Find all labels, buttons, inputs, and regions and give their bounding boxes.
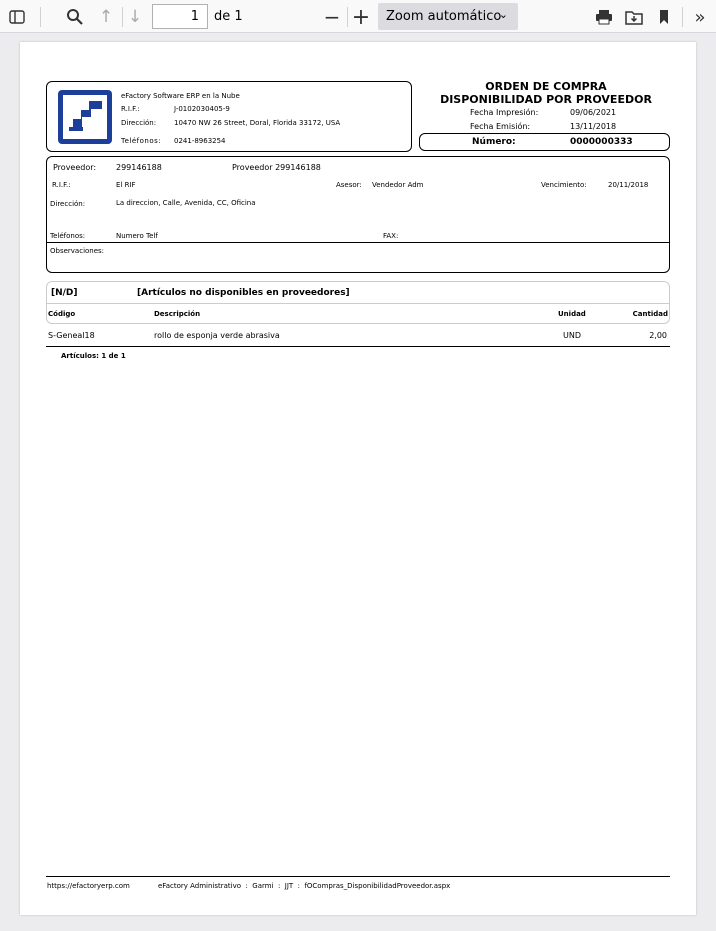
company-phone: 0241-8963254 xyxy=(174,137,226,145)
sidebar-toggle-icon[interactable] xyxy=(5,5,29,29)
divider xyxy=(682,7,683,27)
label: Dirección: xyxy=(50,200,86,208)
previous-page-icon[interactable]: ↑ xyxy=(98,7,114,27)
item-unit: UND xyxy=(563,331,581,340)
label: Asesor: xyxy=(336,181,362,189)
page-number-input[interactable]: 1 xyxy=(152,4,208,29)
label: Fecha Emisión: xyxy=(470,122,531,131)
column-header: Código xyxy=(48,310,76,318)
print-icon[interactable] xyxy=(592,5,616,29)
footer-info: eFactory Administrativo : Garmi : JJT : fOCompras_DisponibilidadProveedor.aspx xyxy=(158,882,451,890)
chevron-down-icon: ⌄ xyxy=(498,8,508,21)
zoom-out-icon[interactable]: − xyxy=(323,5,341,29)
supplier-code: 299146188 xyxy=(116,163,162,172)
footer-url: https://efactoryerp.com xyxy=(47,882,130,890)
label: R.I.F.: xyxy=(121,105,140,113)
item-description: rollo de esponja verde abrasiva xyxy=(154,331,280,340)
pdf-page xyxy=(20,42,696,915)
label: Vencimiento: xyxy=(541,181,587,189)
item-quantity: 2,00 xyxy=(649,331,667,340)
supplier-rif: El RIF xyxy=(116,181,136,189)
next-page-icon[interactable]: ↓ xyxy=(127,7,143,27)
label: Observaciones: xyxy=(50,247,105,255)
save-icon[interactable] xyxy=(622,5,646,29)
doc-title: ORDEN DE COMPRA xyxy=(485,80,607,93)
label: FAX: xyxy=(383,232,399,240)
label: Teléfonos: xyxy=(50,232,86,240)
section-code: [N/D] xyxy=(51,288,78,298)
supplier-name: Proveedor 299146188 xyxy=(232,163,321,172)
bookmark-icon[interactable] xyxy=(652,5,676,29)
label: Fecha Impresión: xyxy=(470,108,539,117)
label: Teléfonos: xyxy=(121,137,162,145)
divider xyxy=(47,303,669,304)
search-icon[interactable] xyxy=(63,5,87,29)
issue-date: 13/11/2018 xyxy=(570,122,617,131)
column-header: Unidad xyxy=(558,310,586,318)
column-header: Descripción xyxy=(154,310,201,318)
supplier-address: La direccion, Calle, Avenida, CC, Oficina xyxy=(116,199,256,207)
zoom-select[interactable] xyxy=(378,3,518,30)
label: Número: xyxy=(472,137,516,147)
order-number: 0000000333 xyxy=(570,137,633,147)
due-date: 20/11/2018 xyxy=(608,181,649,189)
advisor: Vendedor Adm xyxy=(372,181,424,189)
label: Dirección: xyxy=(121,119,157,127)
pdf-toolbar xyxy=(0,0,716,33)
zoom-in-icon[interactable]: + xyxy=(351,4,371,30)
divider xyxy=(46,876,670,877)
company-logo xyxy=(58,90,112,144)
more-tools-icon[interactable]: » xyxy=(694,6,706,28)
divider xyxy=(40,7,41,27)
column-header: Cantidad xyxy=(632,310,668,318)
supplier-phone: Numero Telf xyxy=(116,232,158,240)
company-rif: J-0102030405-9 xyxy=(174,105,230,113)
section-title: [Artículos no disponibles en proveedores] xyxy=(137,288,350,298)
item-count: Artículos: 1 de 1 xyxy=(61,352,126,360)
supplier-box xyxy=(46,156,670,273)
company-name: eFactory Software ERP en la Nube xyxy=(121,92,240,100)
divider xyxy=(347,7,348,27)
page-count: de 1 xyxy=(214,9,243,24)
doc-subtitle: DISPONIBILIDAD POR PROVEEDOR xyxy=(440,93,652,106)
print-date: 09/06/2021 xyxy=(570,108,617,117)
label: R.I.F.: xyxy=(52,181,71,189)
company-address: 10470 NW 26 Street, Doral, Florida 33172, USA xyxy=(174,119,341,127)
zoom-value: Zoom automático xyxy=(386,9,502,24)
item-code: S-Geneal18 xyxy=(48,331,95,340)
label: Proveedor: xyxy=(53,163,97,172)
divider xyxy=(47,242,669,243)
divider xyxy=(46,346,670,347)
